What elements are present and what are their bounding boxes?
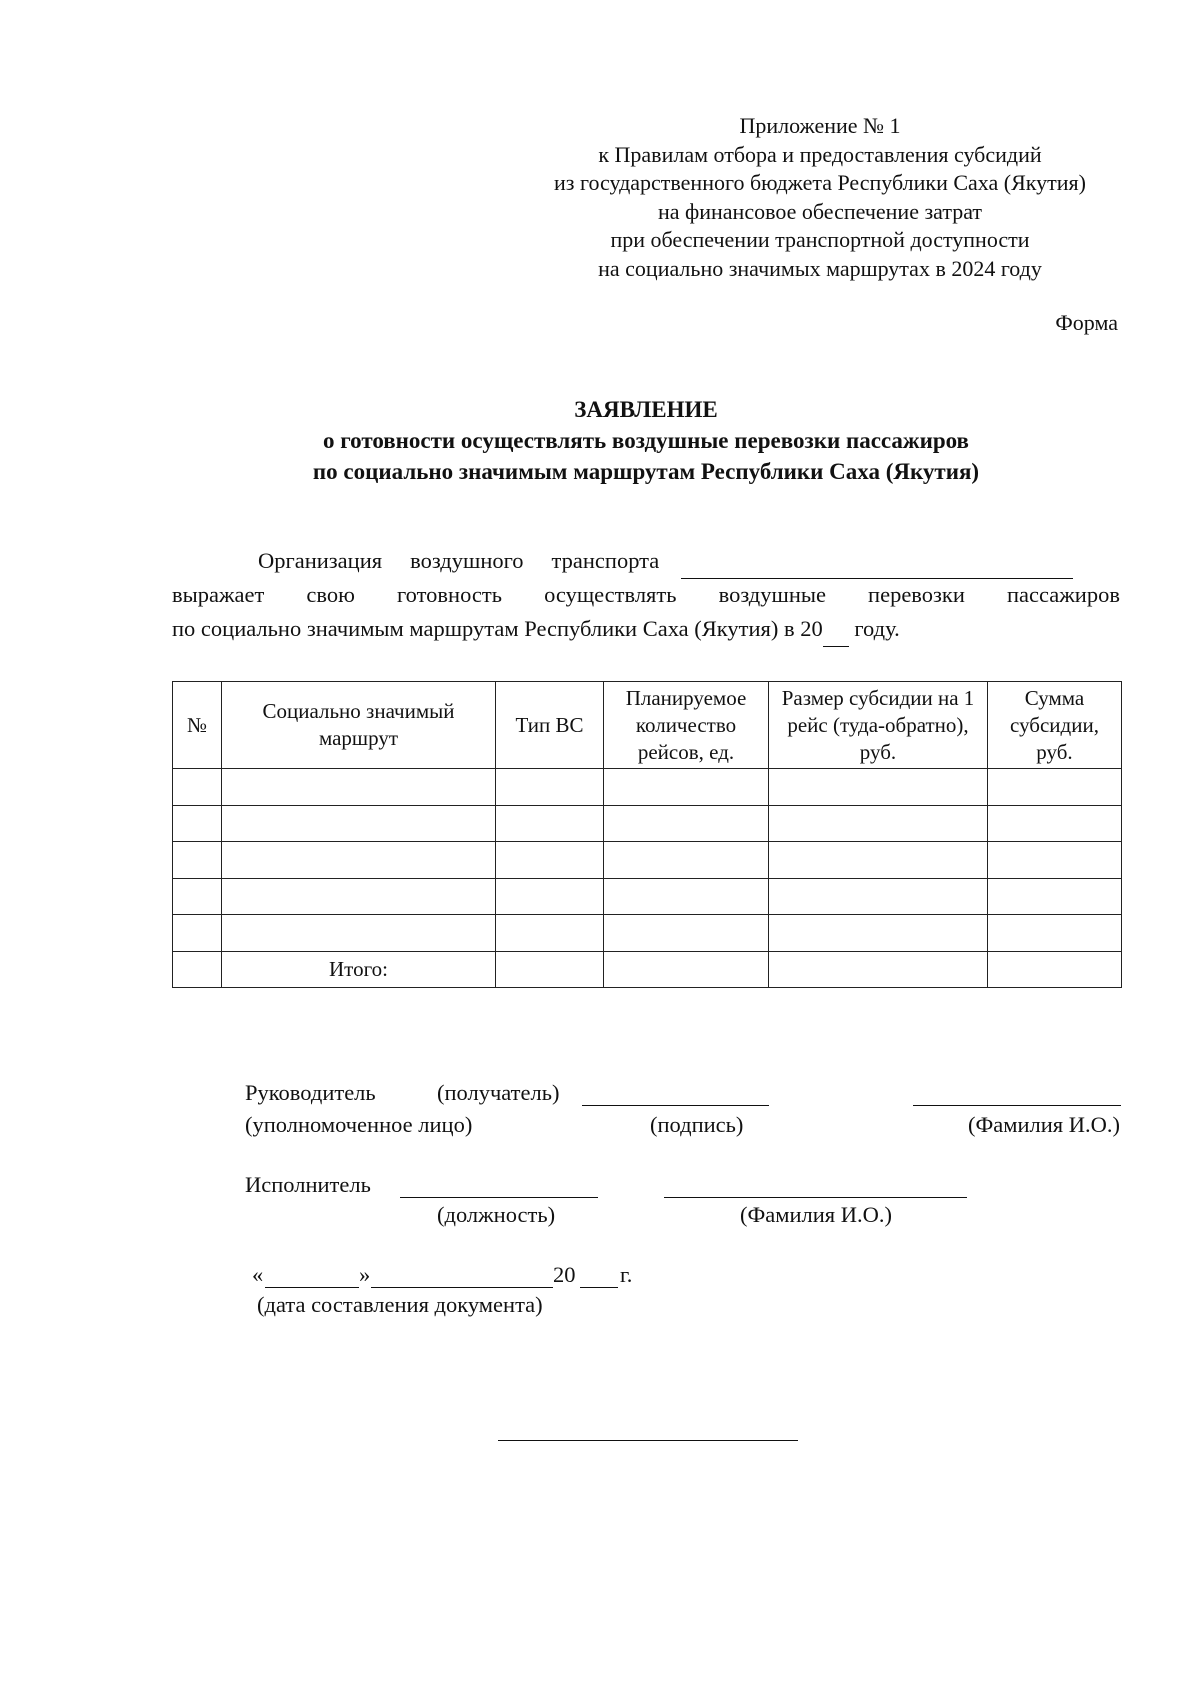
body-word: перевозки <box>868 582 965 607</box>
body-word: Организация <box>258 548 383 573</box>
table-cell[interactable] <box>988 951 1122 988</box>
column-header: Размер субсидии на 1 рейс (туда-обратно), руб. <box>769 682 988 769</box>
date-close-quote: » <box>359 1262 371 1287</box>
body-word: пассажиров <box>1006 582 1120 607</box>
table-cell[interactable] <box>222 878 496 915</box>
table-cell[interactable] <box>769 878 988 915</box>
table-row <box>173 878 1122 915</box>
table-cell[interactable] <box>988 805 1122 842</box>
table-cell[interactable] <box>496 878 604 915</box>
table-cell[interactable] <box>769 951 988 988</box>
table-cell[interactable] <box>769 842 988 879</box>
bottom-separator-line <box>498 1440 798 1441</box>
body-word: воздушные <box>718 582 826 607</box>
table-cell[interactable] <box>496 951 604 988</box>
body-line-1 <box>258 544 1118 579</box>
body-line-3 <box>172 612 900 647</box>
table-cell[interactable] <box>769 805 988 842</box>
head-name-line[interactable] <box>913 1105 1121 1106</box>
body-word: осуществлять <box>544 582 677 607</box>
table-cell[interactable] <box>604 951 769 988</box>
table-cell[interactable] <box>222 842 496 879</box>
date-hint: (дата составления документа) <box>257 1292 543 1317</box>
table-cell[interactable] <box>496 769 604 806</box>
position-hint: (должность) <box>437 1202 556 1227</box>
appendix-line: при обеспечении транспортной доступности <box>610 227 1030 252</box>
body-word: готовность <box>397 582 502 607</box>
table-cell[interactable] <box>604 915 769 952</box>
head-signature-line[interactable] <box>582 1105 769 1106</box>
column-header: Планируемое количество рейсов, ед. <box>604 682 769 769</box>
table-cell[interactable] <box>988 842 1122 879</box>
table-cell[interactable] <box>604 878 769 915</box>
body-word: транспорта <box>551 548 660 573</box>
routes-table <box>172 681 1122 988</box>
table-header-row <box>173 682 1122 769</box>
appendix-line: к Правилам отбора и предоставления субсидий <box>598 141 1042 167</box>
form-label: Форма <box>1055 310 1118 335</box>
body-line-2 <box>172 578 1120 612</box>
document-title <box>172 394 1120 487</box>
table-cell[interactable] <box>769 915 988 952</box>
signature-hint: (подпись) <box>650 1112 744 1137</box>
column-header: Социально значимый маршрут <box>222 682 496 769</box>
appendix-header <box>520 112 1120 283</box>
table-row <box>173 915 1122 952</box>
column-header: № <box>173 682 222 769</box>
title-subtitle: о готовности осуществлять воздушные перевозки пассажиров <box>323 428 969 453</box>
table-cell[interactable] <box>604 805 769 842</box>
executor-name-line[interactable] <box>664 1197 967 1198</box>
column-header: Тип ВС <box>496 682 604 769</box>
table-cell[interactable] <box>173 878 222 915</box>
body-text: по социально значимым маршрутам Республики Саха (Якутия) в 20 <box>172 616 823 641</box>
table-cell[interactable] <box>496 805 604 842</box>
head-recipient-label: (получатель) <box>437 1080 560 1105</box>
executor-name-hint: (Фамилия И.О.) <box>740 1202 893 1227</box>
organization-name-field[interactable] <box>681 544 1073 579</box>
name-hint: (Фамилия И.О.) <box>967 1112 1120 1137</box>
date-year-suffix: г. <box>620 1262 633 1287</box>
date-open-quote: « <box>252 1262 264 1287</box>
table-cell[interactable] <box>988 915 1122 952</box>
table-cell[interactable] <box>222 915 496 952</box>
table-cell[interactable] <box>173 769 222 806</box>
executor-position-line[interactable] <box>400 1197 598 1198</box>
table-cell[interactable] <box>173 805 222 842</box>
column-header: Сумма субсидии, руб. <box>988 682 1122 769</box>
table-row <box>173 769 1122 806</box>
appendix-line: на социально значимых маршрутах в 2024 году <box>598 255 1042 281</box>
total-label: Итого: <box>222 951 496 988</box>
table-cell[interactable] <box>222 805 496 842</box>
table-cell[interactable] <box>988 878 1122 915</box>
table-cell[interactable] <box>173 951 222 988</box>
table-cell[interactable] <box>222 769 496 806</box>
date-year-line[interactable] <box>580 1287 618 1288</box>
table-cell[interactable] <box>496 842 604 879</box>
table-cell[interactable] <box>173 842 222 879</box>
table-row <box>173 805 1122 842</box>
date-day-line[interactable] <box>265 1287 359 1288</box>
title-main: ЗАЯВЛЕНИЕ <box>574 397 718 422</box>
table-cell[interactable] <box>604 769 769 806</box>
head-label: Руководитель <box>245 1080 376 1105</box>
table-cell[interactable] <box>988 769 1122 806</box>
body-word: выражает <box>172 582 265 607</box>
table-total-row <box>173 951 1122 988</box>
year-field[interactable] <box>823 612 849 647</box>
date-month-line[interactable] <box>371 1287 553 1288</box>
title-subtitle: по социально значимым маршрутам Республики Саха (Якутия) <box>312 459 980 484</box>
authorized-person-label: (уполномоченное лицо) <box>245 1112 473 1137</box>
body-word: свою <box>306 582 355 607</box>
table-cell[interactable] <box>173 915 222 952</box>
table-cell[interactable] <box>496 915 604 952</box>
appendix-line: Приложение № 1 <box>739 113 901 138</box>
appendix-line: на финансовое обеспечение затрат <box>657 198 983 224</box>
body-word: воздушного <box>410 548 524 573</box>
executor-label: Исполнитель <box>245 1172 371 1197</box>
appendix-line: из государственного бюджета Республики Саха (Якутия) <box>554 170 1086 195</box>
date-year-prefix: 20 <box>553 1262 576 1287</box>
table-cell[interactable] <box>604 842 769 879</box>
table-row <box>173 842 1122 879</box>
table-cell[interactable] <box>769 769 988 806</box>
body-text: году. <box>848 616 900 641</box>
